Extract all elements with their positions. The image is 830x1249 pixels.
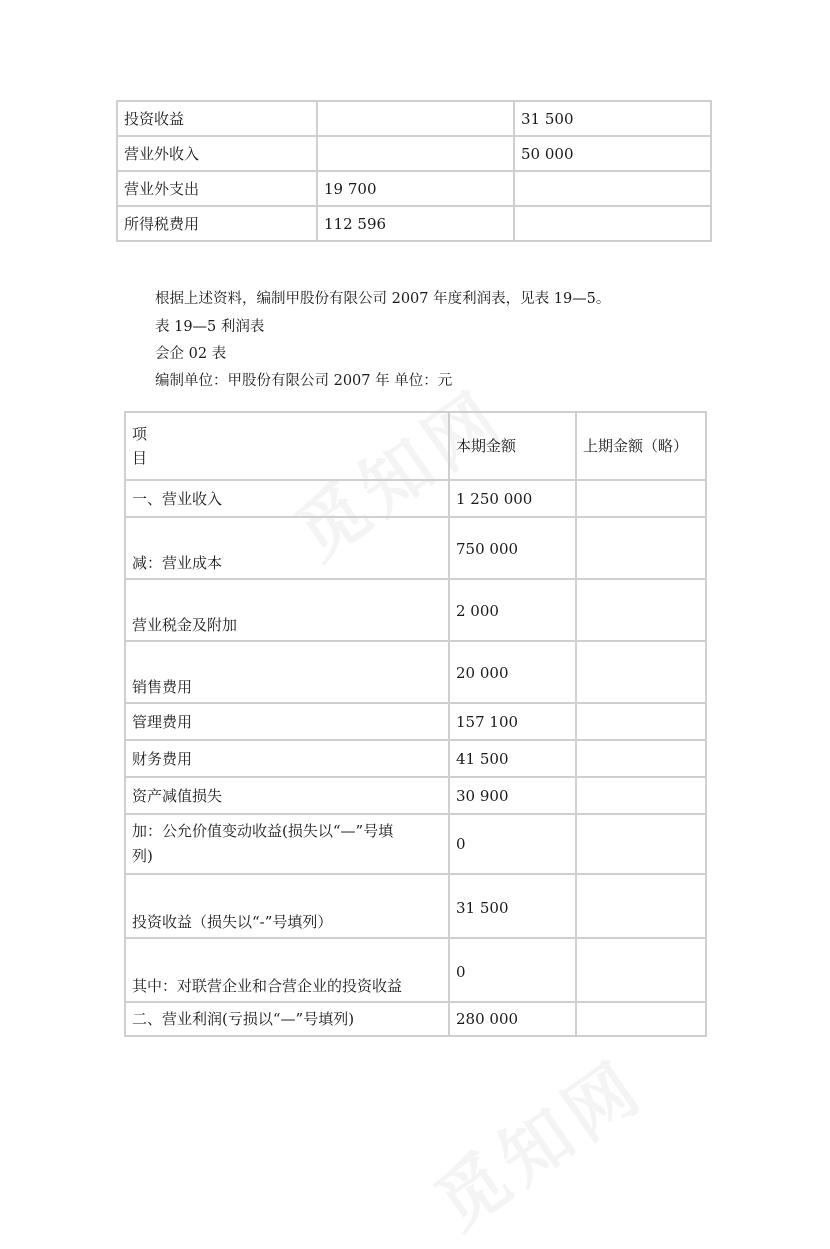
credit-cell [514, 206, 711, 241]
table-row [125, 814, 706, 874]
credit-cell: 31 500 [514, 101, 711, 136]
row-current: 0 [449, 938, 576, 1002]
item-cell: 营业外支出 [117, 171, 317, 206]
row-current: 30 900 [449, 777, 576, 814]
reporting-unit: 编制单位：甲股份有限公司 2007 年 单位：元 [155, 373, 453, 389]
row-current: 20 000 [449, 641, 576, 703]
row-label: 财务费用 [125, 740, 449, 777]
row-previous [576, 480, 706, 517]
row-label: 投资收益（损失以“-”号填列） [125, 874, 449, 938]
row-previous [576, 579, 706, 641]
table-row [125, 641, 706, 703]
row-current: 31 500 [449, 874, 576, 938]
table-row [117, 171, 711, 206]
row-current: 157 100 [449, 703, 576, 740]
row-label: 其中：对联营企业和合营企业的投资收益 [125, 938, 449, 1002]
row-label: 一、营业收入 [125, 480, 449, 517]
row-current: 2 000 [449, 579, 576, 641]
item-cell: 投资收益 [117, 101, 317, 136]
item-cell: 所得税费用 [117, 206, 317, 241]
row-current: 1 250 000 [449, 480, 576, 517]
row-label: 二、营业利润(亏损以“—”号填列) [125, 1002, 449, 1036]
row-previous [576, 938, 706, 1002]
row-label: 营业税金及附加 [125, 579, 449, 641]
table-row [117, 206, 711, 241]
debit-cell [317, 101, 514, 136]
header-item-cell [125, 412, 449, 480]
table-row [117, 136, 711, 171]
table-caption: 表 19—5 利润表 [155, 319, 265, 335]
row-previous [576, 641, 706, 703]
row-label: 销售费用 [125, 641, 449, 703]
credit-cell [514, 171, 711, 206]
header-row [125, 412, 706, 480]
row-label: 资产减值损失 [125, 777, 449, 814]
debit-cell: 112 596 [317, 206, 514, 241]
debit-cell [317, 136, 514, 171]
table-row [125, 579, 706, 641]
header-item-line2: 目 [132, 449, 148, 467]
watermark-bottom [412, 1032, 662, 1249]
intro-paragraph: 根据上述资料，编制甲股份有限公司 2007 年度利润表，见表 19—5。 [155, 291, 611, 307]
row-previous [576, 814, 706, 874]
row-label: 加：公允价值变动收益(损失以“—”号填列) [125, 814, 449, 874]
row-label: 减：营业成本 [125, 517, 449, 579]
table-row [125, 777, 706, 814]
income-statement-table [124, 411, 707, 1037]
table-row [125, 938, 706, 1002]
header-current-cell: 本期金额 [449, 412, 576, 480]
credit-cell: 50 000 [514, 136, 711, 171]
row-previous [576, 1002, 706, 1036]
table-row [125, 517, 706, 579]
row-previous [576, 874, 706, 938]
form-code: 会企 02 表 [155, 346, 227, 362]
row-current: 41 500 [449, 740, 576, 777]
row-previous [576, 777, 706, 814]
table-row [125, 740, 706, 777]
row-previous [576, 740, 706, 777]
table-row [125, 703, 706, 740]
item-cell: 营业外收入 [117, 136, 317, 171]
header-previous-cell: 上期金额（略） [576, 412, 706, 480]
row-previous [576, 703, 706, 740]
row-previous [576, 517, 706, 579]
row-current: 750 000 [449, 517, 576, 579]
row-current: 280 000 [449, 1002, 576, 1036]
table-row [125, 874, 706, 938]
header-item-line1: 项 [132, 425, 148, 443]
account-balance-table [116, 100, 712, 242]
table-row [125, 480, 706, 517]
table-row [125, 1002, 706, 1036]
debit-cell: 19 700 [317, 171, 514, 206]
row-current: 0 [449, 814, 576, 874]
table-row [117, 101, 711, 136]
row-label: 管理费用 [125, 703, 449, 740]
